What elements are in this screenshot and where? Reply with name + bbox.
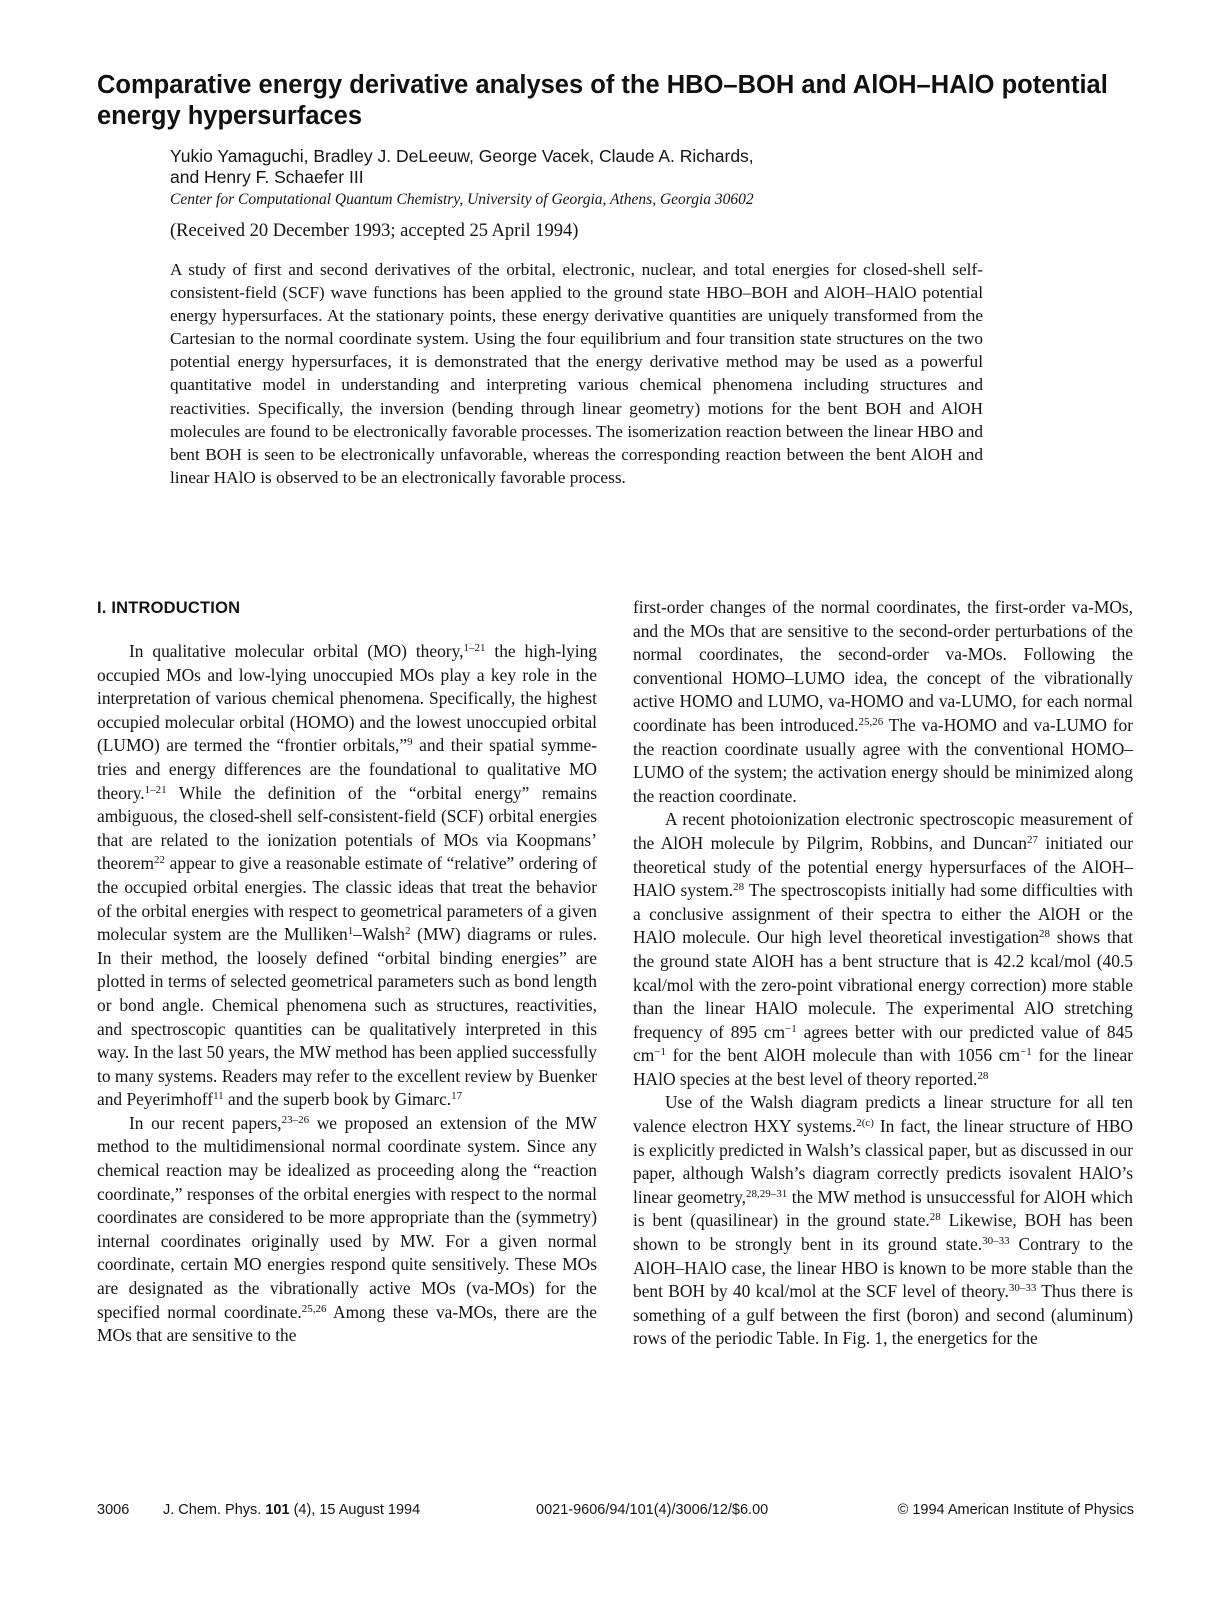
intro-paragraph-1: In qualitative molecular orbital (MO) theory,$^{1-21}$ the high-lying occupied MOs and low-lying unoccupied MOs play a key role in the interpretation of various chemical phenomena. Specifically, the highest occupied molecular orbital (HOMO) and the lowest unoccupied orbital (LUMO) are termed the “frontier orbitals,”$^9$ and their spatial symmetries and energy differences are the foundational to qualitative MO theory.$^{1-21}$ While the definition of the “orbital energy” remains ambiguous, the closed-shell self-consistent-field (SCF) orbital energies that are related to the ionization potentials of MOs via Koopmans’ theorem$^{22}$ appear to give a reasonable estimate of “relative” ordering of the occupied orbital energies. The classic ideas that treat the behavior of the orbital energies with respect to geometrical parameters of a given molecular system are the Mulliken$^1$–Walsh$^2$ (MW) diagrams or rules. In their method, the loosely defined “orbital binding energies” are plotted in terms of selected geometrical parameters such as bond length or bond angle. Chemical phenomena such as structures, reactivities, and spectroscopic quantities can be qualitatively interpreted in this way. In the last 50 years, the MW method has been applied successfully to many systems. Readers may refer to the excellent review by Buenker and Peyerimhoff$^{11}$ and the superb book by Gimarc.$^{17}$: [97, 641, 597, 1110]
reference-superscript: 30–33: [982, 1235, 1010, 1248]
journal-citation: [163, 1500, 420, 1520]
journal-name: J. Chem. Phys.: [163, 1502, 262, 1518]
reference-superscript: 1–21: [144, 783, 167, 796]
page-footer: [97, 1500, 1134, 1520]
intro-paragraph-4: Use of the Walsh diagram predicts a linear structure for all ten valence electron HXY systems.$^{2(c)}$ In fact, the linear structure of HBO is explicitly predicted in Walsh’s classical paper, but as discussed in our paper, although Walsh’s diagram correctly predicts isovalent HAlO’s linear geometry,$^{28,29-31}$ the MW method is unsuccessful for AlOH which is bent (quasilinear) in the ground state.$^{28}$ Likewise, BOH has been shown to be strongly bent in its ground state.$^{30-33}$ Contrary to the AlOH–HAlO case, the linear HBO is known to be more stable than the bent BOH by 40 kcal/mol at the SCF level of theory.$^{30-33}$ Thus there is something of a gulf between the first (boron) and second (aluminum) rows of the periodic Table. In Fig. 1, the energetics for the: [633, 1092, 1133, 1349]
reference-superscript: −1: [785, 1022, 797, 1035]
authors-line-1: Yukio Yamaguchi, Bradley J. DeLeeuw, George Vacek, Claude A. Richards,: [170, 146, 754, 166]
author-list: [170, 146, 950, 188]
reference-superscript: 25,26: [301, 1302, 327, 1315]
reference-superscript: 22: [153, 854, 165, 867]
reference-superscript: 17: [451, 1090, 463, 1103]
reference-superscript: 9: [407, 736, 413, 749]
reference-superscript: 28: [977, 1069, 989, 1082]
abstract: A study of first and second derivatives of the orbital, electronic, nuclear, and total energies for closed-shell self-consistent-field (SCF) wave functions has been applied to the ground state HBO–BOH and AlOH–HAlO potential energy hypersurfaces. At the stationary points, these energy derivative quantities are uniquely transformed from the Cartesian to the normal coordinate system. Using the four equilibrium and four transition state structures on the two potential energy hypersurfaces, it is demonstrated that the energy derivative method may be used as a powerful quantitative model in understanding and interpreting various chemical phenomena including structures and reactivities. Specifically, the inversion (bending through linear geometry) motions for the bent BOH and AlOH molecules are found to be electronically favorable processes. The isomerization reaction between the linear HBO and bent BOH is seen to be electronically unfavorable, whereas the corresponding reaction between the bent AlOH and linear HAlO is observed to be an electronically favorable process.: [170, 260, 983, 487]
reference-superscript: 30–33: [1008, 1282, 1037, 1295]
reference-superscript: 2(c): [856, 1117, 874, 1130]
section-heading: I. INTRODUCTION: [97, 599, 241, 617]
intro-paragraph-2-continued: first-order changes of the normal coordinates, the first-order va-MOs, and the MOs that are sensitive to the second-order perturbations of the normal coordinates, the second-order va-MOs. Following the conventional HOMO–LUMO idea, the concept of the vibrationally active HOMO and LUMO, va-HOMO and va-LUMO, for each normal coordinate has been introduced.$^{25,26}$ The va-HOMO and va-LUMO for the reaction coordinate usually agree with the conventional HOMO–LUMO of the system; the activation energy should be minimized along the reaction coordinate.: [633, 597, 1133, 806]
journal-issue-date: (4), 15 August 1994: [293, 1502, 421, 1518]
article-code: 0021-9606/94/101(4)/3006/12/$6.00: [536, 1502, 769, 1518]
paper-title: Comparative energy derivative analyses of the HBO–BOH and AlOH–HAlO potential energy hypersurfaces: [97, 71, 1108, 130]
reference-superscript: 1: [347, 925, 354, 938]
page-number: 3006: [97, 1502, 130, 1518]
reference-superscript: 27: [1026, 833, 1038, 846]
authors-line-2: and Henry F. Schaefer III: [170, 167, 364, 187]
left-column: [97, 596, 597, 1348]
intro-paragraph-2: In our recent papers,$^{23-26}$ we proposed an extension of the MW method to the multidimensional normal coordinate system. Since any chemical reaction may be idealized as proceeding along the “reaction coordinate,” responses of the orbital energies with respect to the normal coordinates are considered to be more appropriate than the (symmetry) internal coordinates originally used by MW. For a given normal coordinate, certain MO energies respond quite sensitively. These MOs are designated as the vibrationally active MOs (va-MOs) for the specified normal coordinate.$^{25,26}$ Among these va-MOs, there are the MOs that are sensitive to the: [97, 1112, 598, 1346]
reference-superscript: 28: [733, 881, 745, 894]
reference-superscript: 28: [929, 1211, 941, 1224]
reference-superscript: 1–21: [463, 642, 486, 654]
reference-superscript: 2: [404, 925, 411, 938]
reference-superscript: 23–26: [281, 1113, 310, 1126]
right-column: [633, 596, 1133, 1351]
intro-paragraph-3: A recent photoionization electronic spectroscopic measurement of the AlOH molecule by Pilgrim, Robbins, and Duncan$^{27}$ initiated our theoretical study of the potential energy hypersurfaces of the AlOH–HAlO system.$^{28}$ The spectroscopists initially had some difficulties with a conclusive assignment of their spectra to either the AlOH or the HAlO molecule. Our high level theoretical investigation$^{28}$ shows that the ground state AlOH has a bent structure that is 42.2 kcal/mol (40.5 kcal/mol with the zero-point vibrational energy correction) more stable than the linear HAlO molecule. The experimental AlO stretching frequency of 895 $cm^{-1}$ agrees better with our predicted value of 845 $cm^{-1}$ for the bent AlOH molecule than with 1056 $cm^{-1}$ for the linear HAlO species at the best level of theory reported.$^{28}$: [633, 809, 1134, 1089]
copyright: © 1994 American Institute of Physics: [897, 1502, 1134, 1518]
reference-superscript: 25,26: [858, 715, 884, 728]
reference-superscript: −1: [1020, 1046, 1032, 1059]
affiliation: Center for Computational Quantum Chemistry, University of Georgia, Athens, Georgia 30602: [170, 191, 754, 208]
reference-superscript: 28,29–31: [745, 1187, 788, 1200]
reference-superscript: 28: [1038, 928, 1050, 941]
journal-volume: 101: [265, 1502, 290, 1518]
reference-superscript: 11: [213, 1090, 224, 1103]
reference-superscript: −1: [654, 1046, 666, 1059]
received-dates: (Received 20 December 1993; accepted 25 April 1994): [170, 221, 579, 241]
